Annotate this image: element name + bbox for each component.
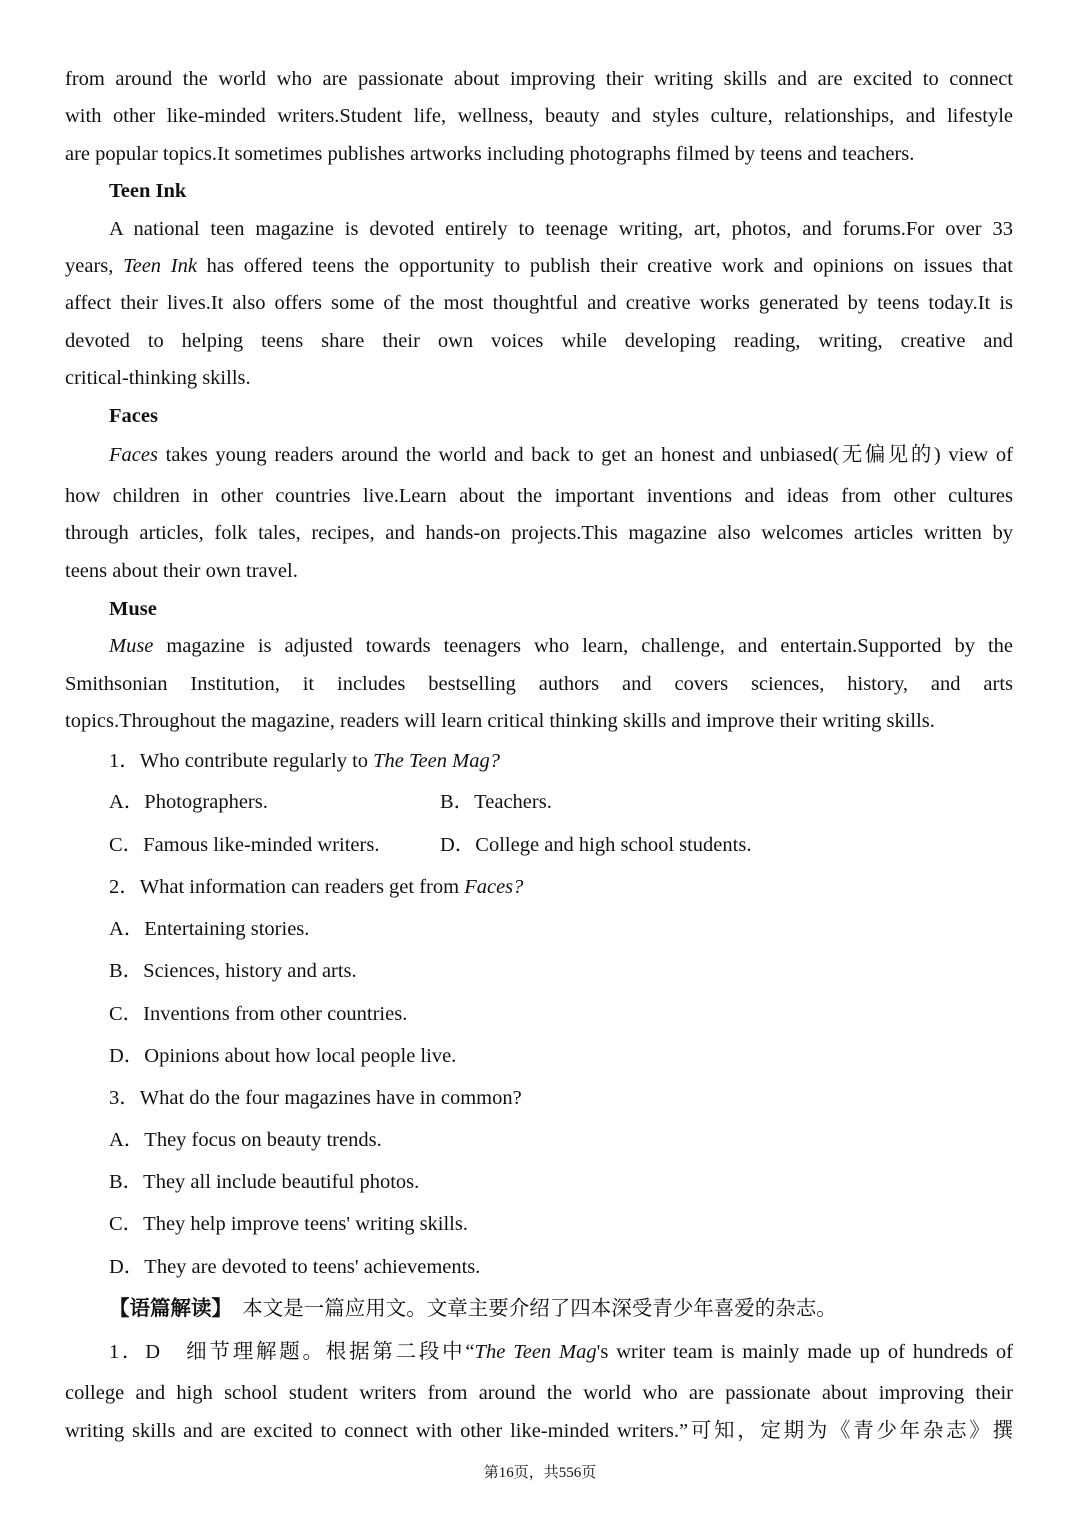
text-line (65, 65, 1013, 93)
text-segment: Faces (109, 405, 158, 427)
text-line (109, 1084, 1013, 1112)
text-segment: A．Photographers. (109, 791, 268, 813)
text-segment: A．Entertaining stories. (109, 918, 310, 940)
text-line (109, 215, 1013, 243)
text-line (109, 788, 1013, 816)
text-segment: are popular topics.It sometimes publishes artworks including photographs filmed by teens and teachers. (65, 143, 915, 165)
text-segment: devoted to helping teens share their own voices while developing reading, writing, creative and (65, 330, 1013, 352)
text-line (65, 289, 1013, 317)
text-segment: affect their lives.It also offers some of the most thoughtful and creative works generated by teens today.It is (65, 292, 1013, 314)
text-line (109, 831, 1013, 859)
section-heading (109, 595, 1013, 623)
text-segment: critical-thinking skills. (65, 367, 251, 389)
option-text: B．Teachers. (440, 791, 552, 813)
text-segment: through articles, folk tales, recipes, and hands-on projects.This magazine also welcomes articles written by (65, 522, 1013, 544)
option-text: D．College and high school students. (440, 834, 752, 856)
text-segment: teens about their own travel. (65, 560, 298, 582)
text-segment: how children in other countries live.Learn about the important inventions and ideas from other cultures (65, 485, 1013, 507)
section-heading (109, 177, 1013, 205)
text-line (65, 102, 1013, 130)
text-line (109, 1126, 1013, 1154)
text-segment: college and high school student writers from around the world who are passionate about improving their (65, 1382, 1013, 1404)
text-segment: C．Inventions from other countries. (109, 1003, 408, 1025)
italic-title: Faces? (464, 876, 524, 898)
text-line (109, 1295, 1013, 1323)
text-line (65, 1417, 1013, 1445)
text-line (65, 482, 1013, 510)
text-line (65, 364, 1013, 392)
italic-title: Muse (109, 635, 154, 657)
text-segment: takes young readers around the world and back to get an honest and unbiased(无偏见的) view of (157, 444, 1013, 466)
text-segment: Smithsonian Institution, it includes bestselling authors and covers sciences, history, and arts (65, 673, 1013, 695)
text-line (109, 441, 1013, 469)
text-line (65, 557, 1013, 585)
text-line (65, 327, 1013, 355)
text-segment: 本文是一篇应用文。文章主要介绍了四本深受青少年喜爱的杂志。 (221, 1298, 837, 1320)
text-line (109, 1338, 1013, 1366)
italic-title: Teen Ink (123, 255, 197, 277)
text-segment: D．They are devoted to teens' achievements. (109, 1256, 481, 1278)
text-line (65, 252, 1013, 280)
text-segment: has offered teens the opportunity to publish their creative work and opinions on issues that (196, 255, 1013, 277)
italic-title: Faces (109, 444, 158, 466)
text-line (65, 519, 1013, 547)
text-segment: years, (65, 255, 124, 277)
text-segment: D．Opinions about how local people live. (109, 1045, 457, 1067)
text-line (109, 957, 1013, 985)
text-line (109, 1042, 1013, 1070)
italic-title: The Teen Mag (474, 1341, 597, 1363)
text-line (65, 1379, 1013, 1407)
text-segment: with other like-minded writers.Student life, wellness, beauty and styles culture, relationships, and lifestyle (65, 105, 1013, 127)
italic-title: The Teen Mag? (373, 750, 500, 772)
text-segment: B．Sciences, history and arts. (109, 960, 357, 982)
text-line (65, 140, 1013, 168)
text-segment: B．They all include beautiful photos. (109, 1171, 420, 1193)
text-segment: 's writer team is mainly made up of hundreds of (596, 1341, 1013, 1363)
text-segment: 1．Who contribute regularly to (109, 750, 374, 772)
text-segment: C．Famous like-minded writers. (109, 834, 380, 856)
page-footer: 第16页，共556页 (483, 1465, 597, 1481)
text-line (109, 1000, 1013, 1028)
text-line (109, 1210, 1013, 1238)
section-heading (109, 402, 1013, 430)
text-segment: Teen Ink (109, 180, 187, 202)
text-segment: 1．D 细节理解题。根据第二段中“ (109, 1341, 475, 1363)
text-segment: 2．What information can readers get from (109, 876, 465, 898)
text-line (109, 632, 1013, 660)
text-line (65, 707, 1013, 735)
text-segment: 3．What do the four magazines have in common? (109, 1087, 522, 1109)
text-line (109, 1253, 1013, 1281)
text-line (109, 1168, 1013, 1196)
text-segment: from around the world who are passionate about improving their writing skills and are excited to connect (65, 68, 1013, 90)
text-segment: A．They focus on beauty trends. (109, 1129, 382, 1151)
text-segment: C．They help improve teens' writing skills. (109, 1213, 468, 1235)
text-segment: A national teen magazine is devoted entirely to teenage writing, art, photos, and forums.For over 33 (109, 218, 1013, 240)
text-line (109, 873, 1013, 901)
label-bold: 【语篇解读】 (109, 1298, 222, 1320)
text-line (109, 747, 1013, 775)
text-segment: writing skills and are excited to connect with other like-minded writers.”可知，定期为《青少年杂志》撰 (65, 1420, 1013, 1442)
text-line (65, 670, 1013, 698)
text-segment: magazine is adjusted towards teenagers who learn, challenge, and entertain.Supported by the (153, 635, 1013, 657)
text-segment: topics.Throughout the magazine, readers will learn critical thinking skills and improve their writing skills. (65, 710, 935, 732)
text-segment: Muse (109, 598, 157, 620)
text-line (109, 915, 1013, 943)
